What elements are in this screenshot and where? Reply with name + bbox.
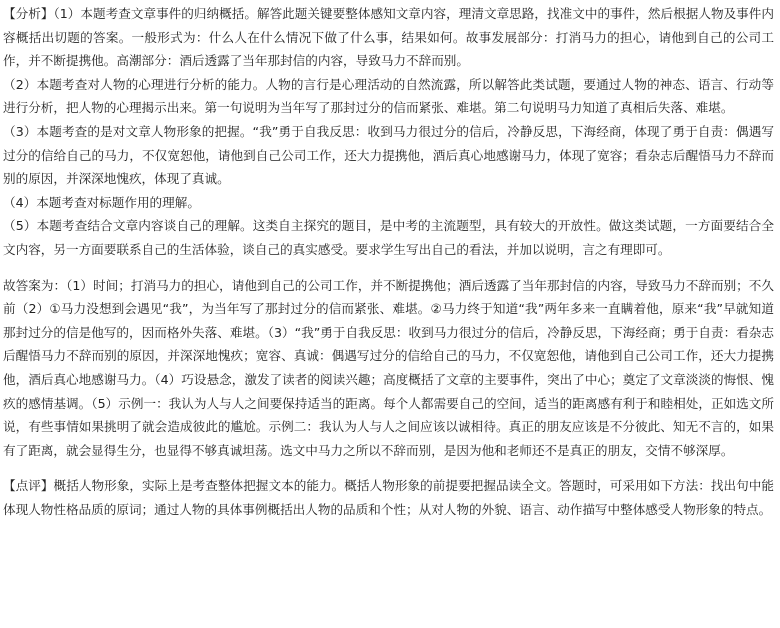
- answer-paragraph: 故答案为：（1）时间；打消马力的担心，请他到自己的公司工作，并不断提携他；酒后透露了当年那封信的内容，导致马力不辞而别；不久前（2）①马力没想到会遇见“我”，为当年写了那封过分的信而紧张、难堪。②马力终于知道“我”两年多来一直瞒着他，原来“我”早就知道那封过分的信是他写的，因而格外失落、难堪。（3）“我”勇于自我反思：收到马力很过分的信后，冷静反思，下海经商；勇于自责：看杂志后醒悟马力不辞而别的原因，并深深地愧疚；宽容、真诚：偶遇写过分的信给自己的马力，不仅宽恕他，请他到自己公司工作，还大力提携他，酒后真心地感谢马力。（4）巧设悬念，激发了读者的阅读兴趣；高度概括了文章的主要事件，突出了中心；奠定了文章淡淡的悔恨、愧疚的感情基调。（5）示例一：我认为人与人之间要保持适当的距离。每个人都需要自己的空间，适当的距离感有利于和睦相处，正如选文所说，有些事情如果挑明了就会造成彼此的尴尬。示例二：我认为人与人之间应该以诚相待。真正的朋友应该是不分彼此、知无不言的，如果有了距离，就会显得生分，也显得不够真诚坦荡。选文中马力之所以不辞而别，是因为他和老师还不是真正的朋友，交情不够深厚。: [3, 277, 774, 458]
- analysis-paragraph-5: （5）本题考查结合文章内容谈自己的理解。这类自主探究的题目，是中考的主流题型，具有较大的开放性。做这类试题，一方面要结合全文内容，另一方面要联系自己的生活体验，谈自己的真实感受。要求学生写出自己的看法，并加以说明，言之有理即可。: [3, 218, 774, 257]
- analysis-paragraph-2: （2）本题考查对人物的心理进行分析的能力。人物的言行是心理活动的自然流露，所以解答此类试题，要通过人物的神态、语言、行动等进行分析，把人物的心理揭示出来。第一句说明为当年写了那封过分的信而紧张、难堪。第二句说明马力知道了真相后失落、难堪。: [3, 76, 774, 116]
- analysis-paragraph-3: （3）本题考查的是对文章人物形象的把握。“我”勇于自我反思：收到马力很过分的信后，冷静反思，下海经商，体现了勇于自责：偶遇写过分的信给自己的马力，不仅宽恕他，请他到自己公司工作，还大力提携他，酒后真心地感谢马力，体现了宽容；看杂志后醒悟马力不辞而别的原因，并深深地愧疚，体现了真诚。: [3, 123, 774, 187]
- paragraph-spacer: [3, 262, 774, 274]
- analysis-paragraph-1: 【分析】（1）本题考查文章事件的归纳概括。解答此题关键要整体感知文章内容，理清文章思路，找准文中的事件，然后根据人物及事件内容概括出切题的答案。一般形式为：什么人在什么情况下做了什么事，结果如何。故事发展部分：打消马力的担心，请他到自己的公司工作，并不断提携他。高潮部分：酒后透露了当年那封信的内容，导致马力不辞而别。: [3, 6, 774, 69]
- paragraph-spacer: [3, 462, 774, 474]
- comment-paragraph: 【点评】概括人物形象，实际上是考查整体把握文本的能力。概括人物形象的前提要把握品读全文。答题时，可采用如下方法：找出句中能体现人物性格品质的原词；通过人物的具体事例概括出人物的品质和个性；从对人物的外貌、语言、动作描写中整体感受人物形象的特点。: [3, 478, 774, 517]
- analysis-paragraph-4: （4）本题考查对标题作用的理解。: [3, 194, 200, 210]
